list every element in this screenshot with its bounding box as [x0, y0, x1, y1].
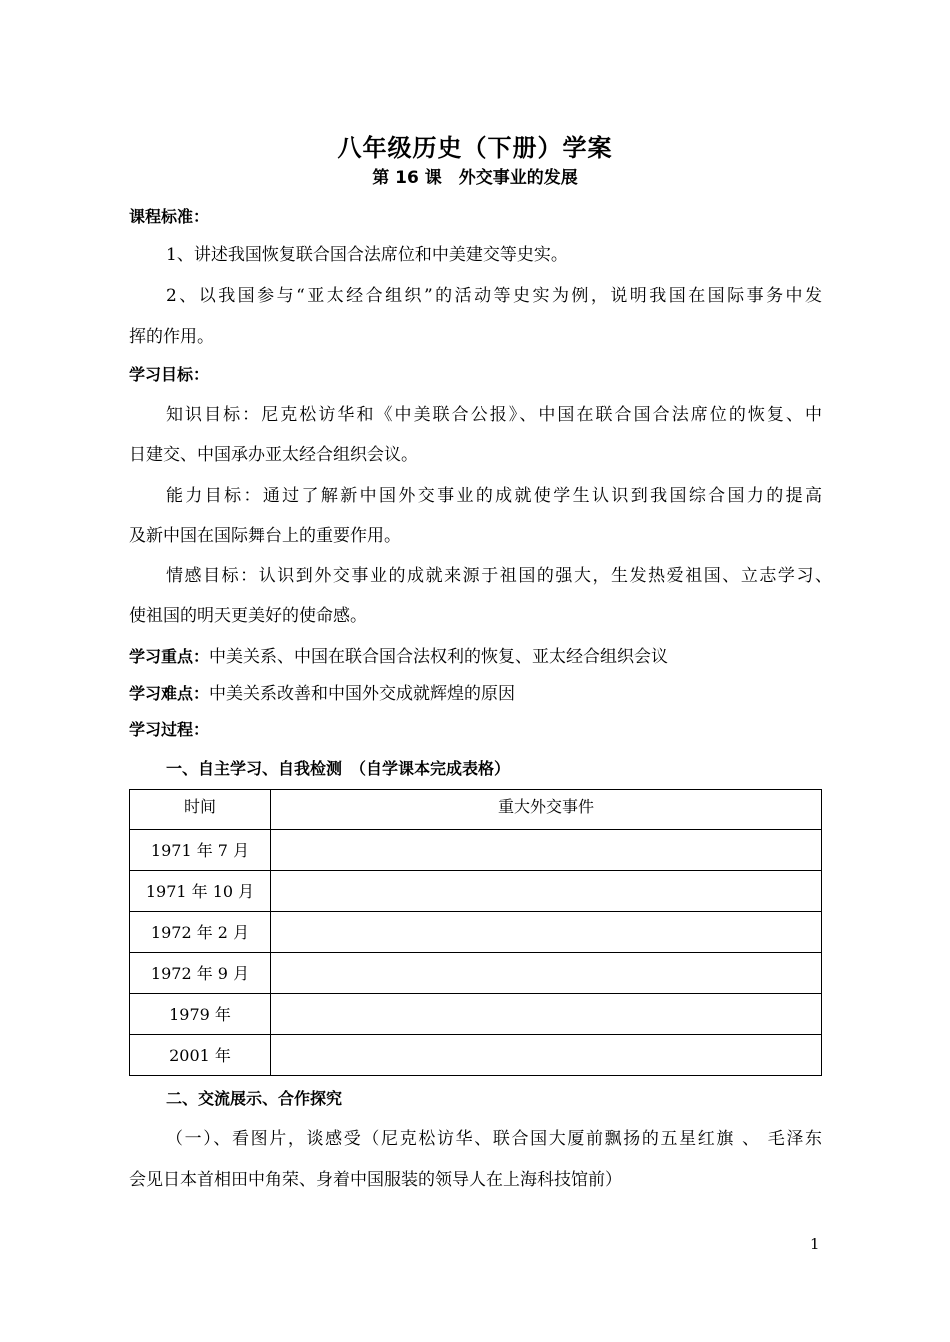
row-event-cell[interactable] [271, 1035, 822, 1076]
ability-goal-line2: 及新中国在国际舞台上的重要作用。 [129, 526, 401, 546]
difficulties-label: 学习难点： [129, 684, 210, 703]
key-points-text: 中美关系、中国在联合国合法权利的恢复、亚太经合组织会议 [209, 647, 669, 667]
section-1-heading: 一、自主学习、自我检测 （自学课本完成表格） [166, 759, 511, 778]
table-row [130, 1035, 822, 1076]
row-time: 1971 年 10 月 [130, 871, 271, 912]
lesson-subtitle: 第 16 课 外交事业的发展 [372, 168, 578, 188]
goals-heading: 学习目标： [129, 365, 210, 384]
table-row [130, 994, 822, 1035]
diplomatic-events-table [129, 789, 822, 1076]
curriculum-heading: 课程标准： [129, 207, 210, 226]
difficulties-text: 中美关系改善和中国外交成就辉煌的原因 [209, 684, 516, 704]
section-2-item-1-line1: （一）、看图片，谈感受（尼克松访华、联合国大厦前飘扬的五星红旗 、 毛泽东 [166, 1129, 822, 1149]
row-event-cell[interactable] [271, 953, 822, 994]
page-number: 1 [810, 1235, 820, 1253]
row-time: 1972 年 9 月 [130, 953, 271, 994]
row-time: 1971 年 7 月 [130, 830, 271, 871]
key-points-label: 学习重点： [129, 647, 210, 666]
curriculum-item-1: 1、讲述我国恢复联合国合法席位和中美建交等史实。 [166, 245, 568, 265]
section-2-heading: 二、交流展示、合作探究 [166, 1089, 343, 1108]
header-time: 时间 [130, 790, 271, 830]
header-event: 重大外交事件 [271, 790, 822, 830]
emotion-goal-line1: 情感目标：认识到外交事业的成就来源于祖国的强大，生发热爱祖国、立志学习、 [166, 566, 832, 586]
key-points [129, 642, 668, 667]
emotion-goal-line2: 使祖国的明天更美好的使命感。 [129, 606, 367, 626]
row-event-cell[interactable] [271, 871, 822, 912]
row-time: 2001 年 [130, 1035, 271, 1076]
row-event-cell[interactable] [271, 994, 822, 1035]
section-2-item-1-line2: 会见日本首相田中角荣、身着中国服装的领导人在上海科技馆前） [129, 1170, 622, 1190]
table-row [130, 953, 822, 994]
process-heading: 学习过程： [129, 720, 210, 739]
knowledge-goal-line1: 知识目标：尼克松访华和《中美联合公报》、中国在联合国合法席位的恢复、中 [166, 405, 822, 425]
table-header-row [130, 790, 822, 830]
knowledge-goal-line2: 日建交、中国承办亚太经合组织会议。 [129, 445, 418, 465]
table-row [130, 830, 822, 871]
curriculum-item-2-line1: 2、以我国参与“亚太经合组织”的活动等史实为例，说明我国在国际事务中发 [166, 286, 822, 306]
row-event-cell[interactable] [271, 912, 822, 953]
difficulties [129, 679, 515, 704]
curriculum-item-2-line2: 挥的作用。 [129, 327, 214, 347]
row-event-cell[interactable] [271, 830, 822, 871]
row-time: 1979 年 [130, 994, 271, 1035]
table-row [130, 912, 822, 953]
document-title: 八年级历史（下册）学案 [337, 134, 613, 162]
ability-goal-line1: 能力目标：通过了解新中国外交事业的成就使学生认识到我国综合国力的提高 [166, 486, 822, 506]
table-row [130, 871, 822, 912]
row-time: 1972 年 2 月 [130, 912, 271, 953]
